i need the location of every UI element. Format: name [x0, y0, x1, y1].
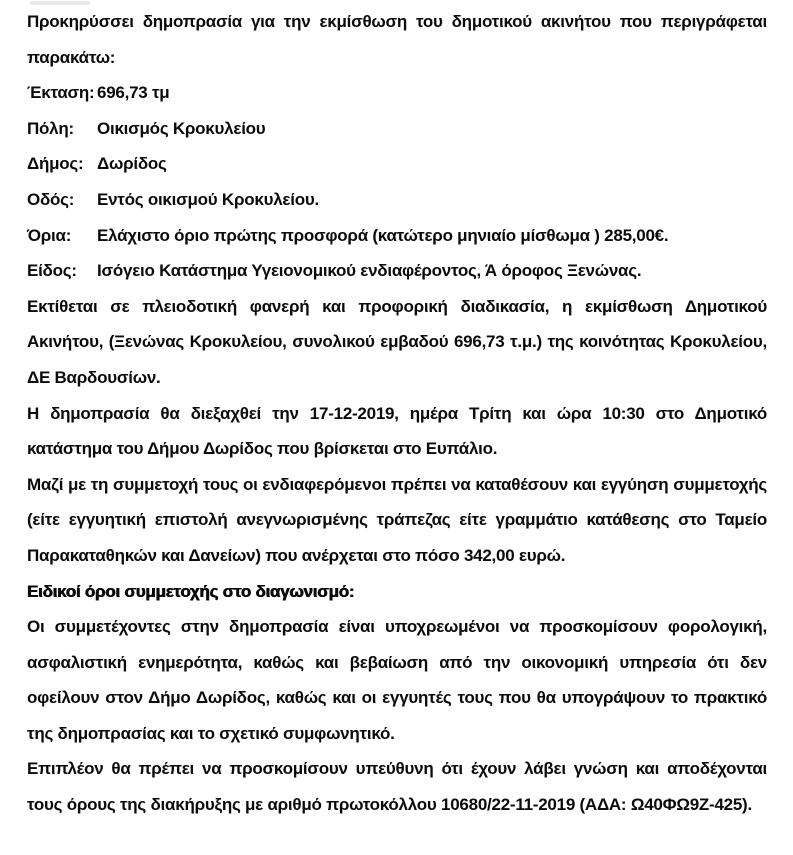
field-label-odos: Οδός:	[27, 189, 75, 209]
field-value-odos: Εντός οικισμού Κροκυλείου.	[97, 189, 319, 209]
paragraph-participant-obligations: Οι συμμετέχοντες στην δημοπρασία είναι υποχρεωμένοι να προσκομίσουν φορολογική, ασφαλιστική ενημερότητα, καθώς και βεβαίωση από την οικονομική υπηρεσία ότι δεν οφείλουν στον Δήμο Δωρίδος, καθώς και οι εγγυητές τους που θα υπογράψουν το πρακτικό της δημοπρασίας και το σχετικό συμφωνητικό.	[27, 617, 767, 743]
intro-paragraph: Προκηρύσσει δημοπρασία για την εκμίσθωση του δημοτικού ακινήτου που περιγράφεται παρακάτω:	[27, 12, 767, 67]
field-label-dimos: Δήμος:	[27, 154, 84, 174]
field-label-eidos: Είδος:	[27, 261, 77, 281]
paragraph-auction-description: Εκτίθεται σε πλειοδοτική φανερή και προφορική διαδικασία, η εκμίσθωση Δημοτικού Ακινήτου, (Ξενώνας Κροκυλείου, συνολικού εμβαδού 696,73 τ.μ.) της κοινότητας Κροκυλείου, ΔΕ Βαρδουσίων.	[27, 296, 767, 387]
field-label-oria: Όρια:	[27, 225, 72, 245]
special-terms-heading: Ειδικοί όροι συμμετοχής στο διαγωνισμό:	[27, 581, 355, 601]
paragraph-guarantee: Μαζί με τη συμμετοχή τους οι ενδιαφερόμενοι πρέπει να καταθέσουν και εγγύηση συμμετοχής (είτε εγγυητική επιστολή ανεγνωρισμένης τράπεζας είτε γραμμάτιο κατάθεσης στο Ταμείο Παρακαταθηκών και Δανείων) που ανέρχεται στο πόσο 342,00 ευρώ.	[27, 474, 767, 565]
scan-smudge-artifact	[30, 1, 90, 5]
field-label-poli: Πόλη:	[27, 118, 74, 138]
field-value-oria: Ελάχιστο όριο πρώτης προσφορά (κατώτερο μηνιαίο μίσθωμα ) 285,00€.	[97, 225, 669, 245]
field-row-dimos	[27, 146, 767, 182]
field-label-ektasi: Έκταση:	[27, 83, 95, 103]
field-value-poli: Οικισμός Κροκυλείου	[97, 118, 266, 138]
field-value-dimos: Δωρίδος	[97, 154, 167, 174]
field-value-eidos: Ισόγειο Κατάστημα Υγειονομικού ενδιαφέροντος, Ά όροφος Ξενώνας.	[97, 261, 642, 281]
field-row-odos	[27, 182, 767, 218]
paragraph-declaration: Επιπλέον θα πρέπει να προσκομίσουν υπεύθυνη ότι έχουν λάβει γνώση και αποδέχονται τους όρους της διακήρυξης με αριθμό πρωτοκόλλου 10680/22-11-2019 (ΑΔΑ: Ω40ΦΩ9Ζ-425).	[27, 759, 767, 815]
paragraph-auction-date: Η δημοπρασία θα διεξαχθεί την 17-12-2019, ημέρα Τρίτη και ώρα 10:30 στο Δημοτικό κατάστημα του Δήμου Δωρίδος που βρίσκεται στο Ευπάλιο.	[27, 403, 767, 459]
field-value-ektasi: 696,73 τμ	[97, 83, 170, 103]
field-row-ektasi	[27, 75, 767, 111]
field-row-eidos	[27, 253, 767, 289]
field-row-oria	[27, 218, 767, 254]
field-row-poli	[27, 111, 767, 147]
